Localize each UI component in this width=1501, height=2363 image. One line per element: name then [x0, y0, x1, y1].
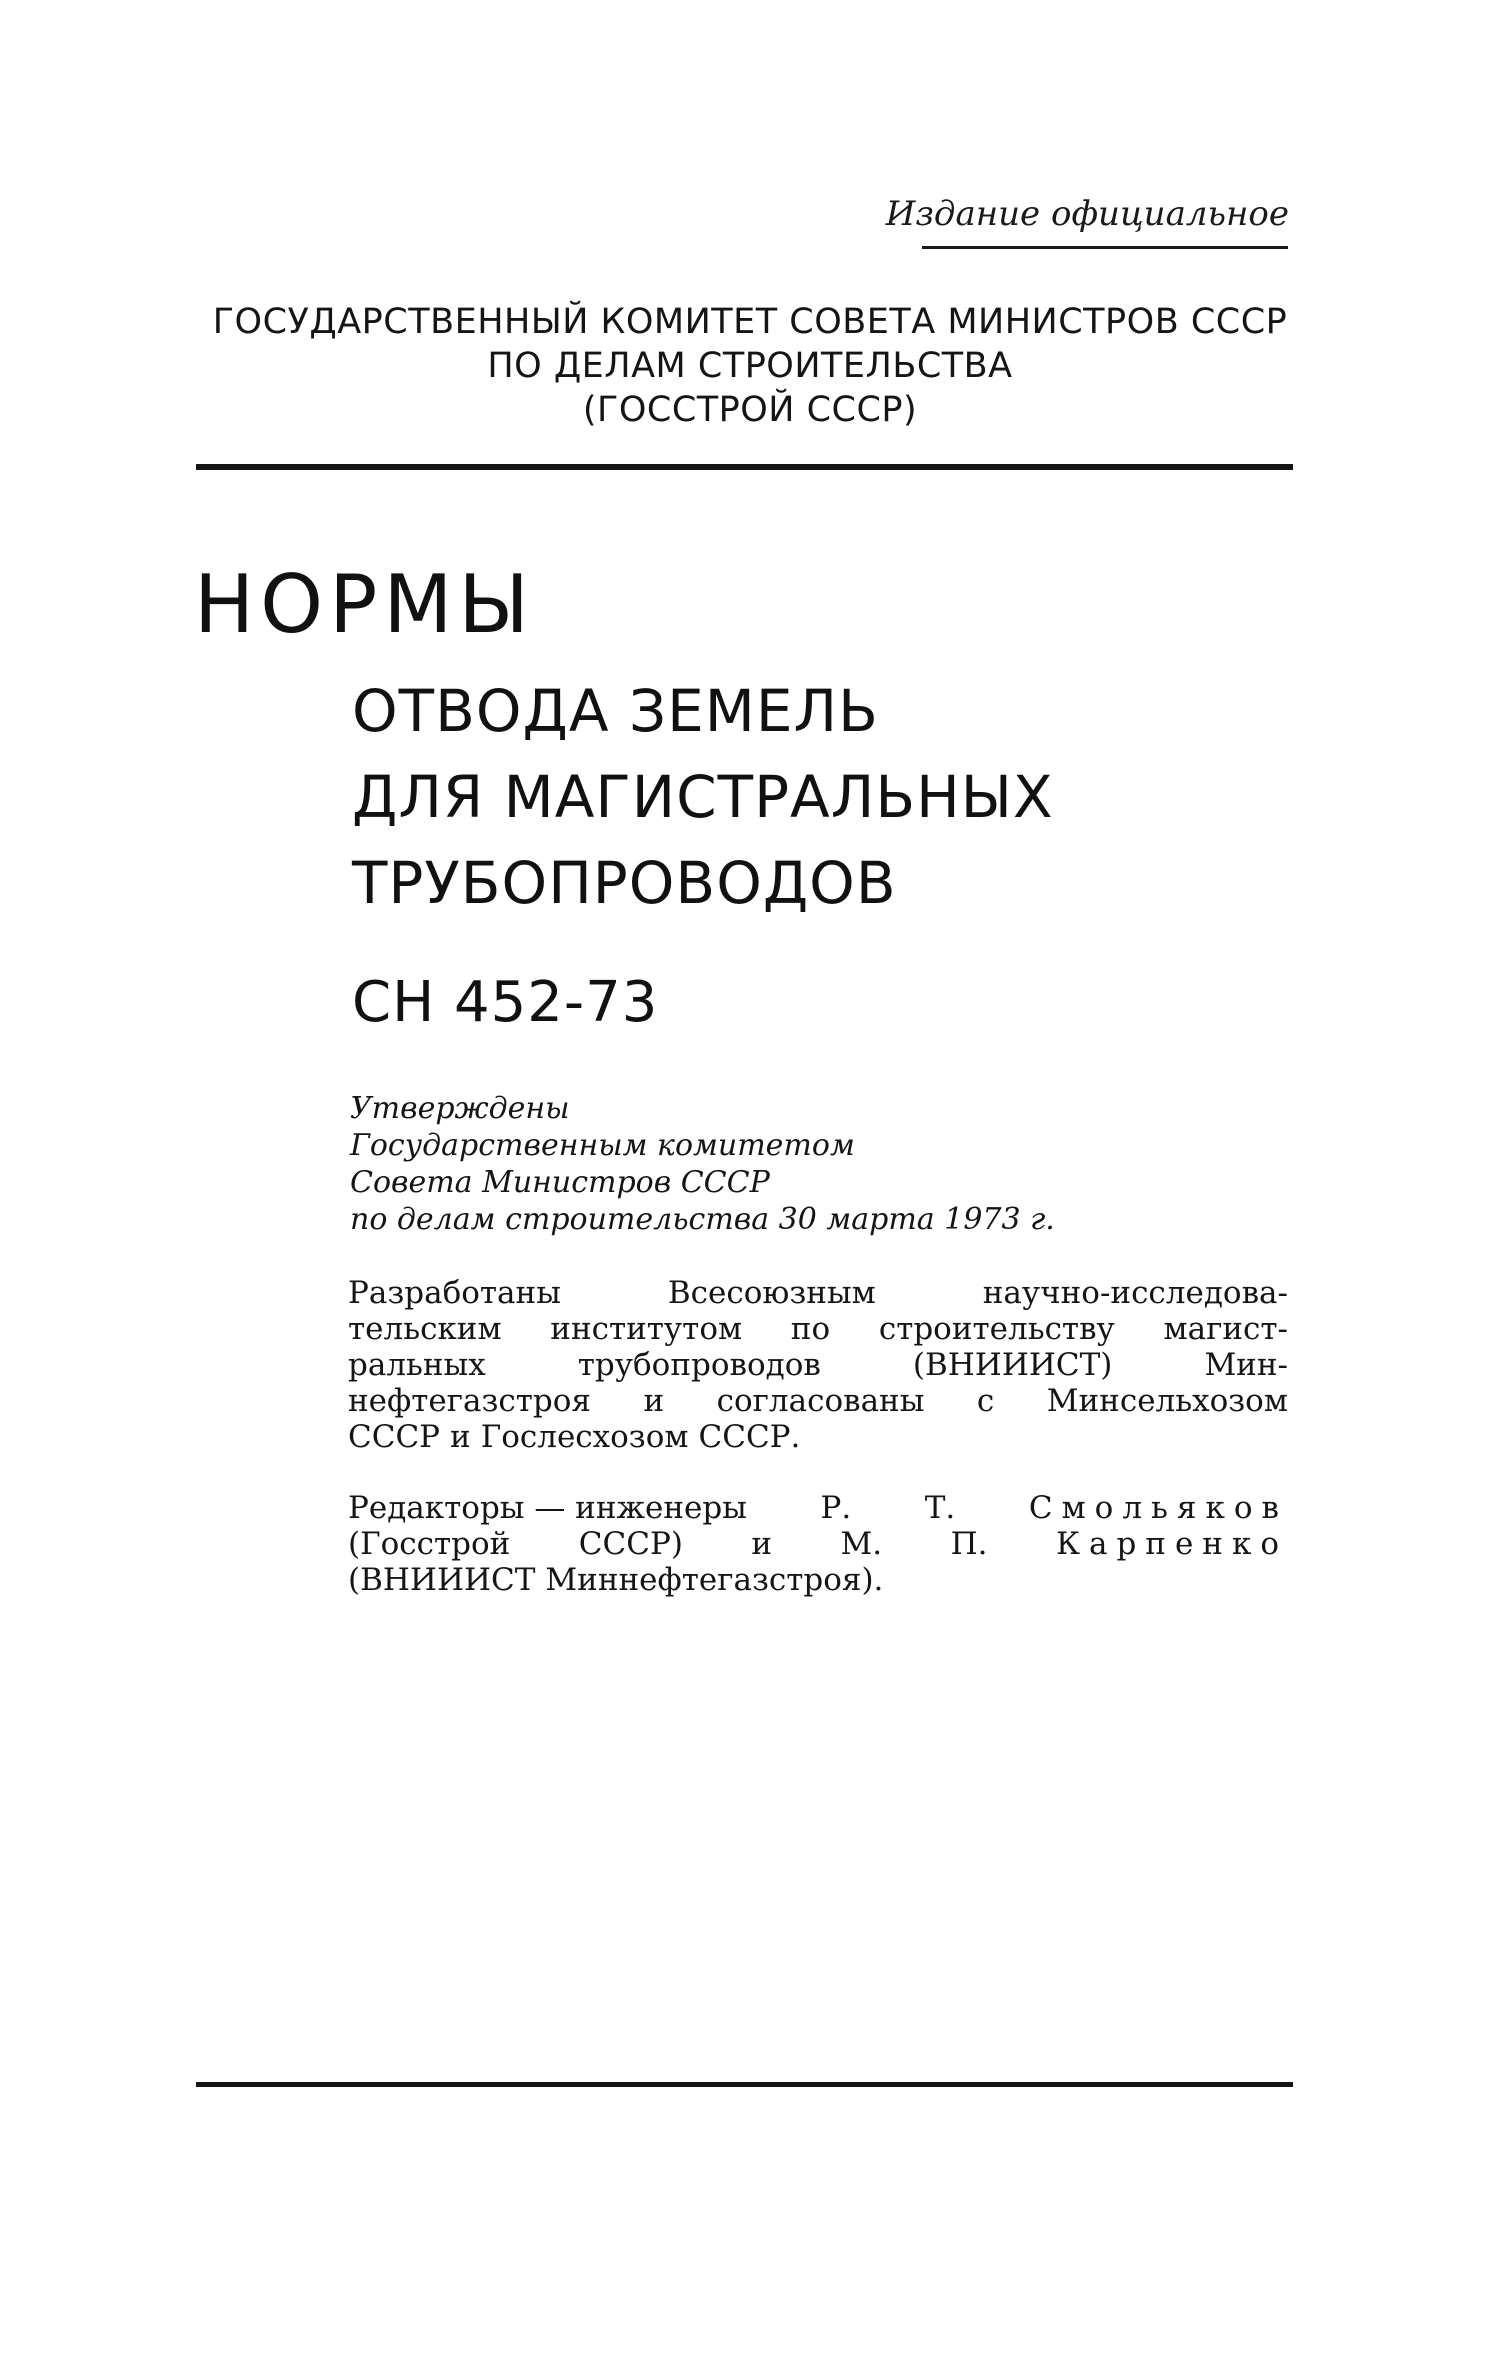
word: тельским	[348, 1311, 502, 1347]
word: Мин-	[1204, 1347, 1288, 1383]
edition-underline	[922, 246, 1288, 249]
word: СССР)	[578, 1526, 683, 1562]
editors-paragraph	[348, 1490, 1288, 1598]
word: (ВНИИИСТ)	[912, 1347, 1113, 1383]
approval-line: по делам строительства 30 марта 1973 г.	[350, 1202, 1055, 1237]
word: строительству	[878, 1311, 1115, 1347]
developed-by-paragraph	[348, 1275, 1288, 1455]
word: Гослесхозом	[480, 1419, 689, 1455]
subtitle-line: ОТВОДА ЗЕМЕЛЬ	[352, 677, 879, 745]
paragraph-line	[348, 1526, 1288, 1562]
word: Редакторы — инженеры	[348, 1490, 747, 1526]
subtitle-line: ДЛЯ МАГИСТРАЛЬНЫХ	[352, 763, 1054, 831]
paragraph-line	[348, 1562, 1288, 1598]
word: СССР.	[698, 1419, 801, 1455]
word: М.	[840, 1526, 883, 1562]
document-code: СН 452-73	[352, 970, 659, 1035]
word: Миннефтегазстроя).	[545, 1562, 884, 1598]
paragraph-line	[348, 1311, 1288, 1347]
paragraph-line	[348, 1419, 1288, 1455]
word: П.	[950, 1526, 988, 1562]
word: (ВНИИИСТ	[348, 1562, 536, 1598]
top-divider	[196, 464, 1293, 470]
approval-note	[350, 1090, 1055, 1238]
word: (Госстрой	[348, 1526, 511, 1562]
edition-label: Издание официальное	[885, 194, 1289, 234]
approval-line: Совета Министров СССР	[350, 1165, 770, 1200]
word: магист-	[1163, 1311, 1288, 1347]
word: Минсельхозом	[1046, 1383, 1288, 1419]
paragraph-line	[348, 1383, 1288, 1419]
word: и	[751, 1526, 773, 1562]
approval-line: Государственным комитетом	[350, 1128, 855, 1163]
word: научно-исследова-	[982, 1275, 1288, 1311]
paragraph-line	[348, 1275, 1288, 1311]
publisher-line: (ГОССТРОЙ СССР)	[582, 390, 918, 430]
word: Разработаны	[348, 1275, 561, 1311]
word: Р.	[820, 1490, 852, 1526]
word: по	[790, 1311, 831, 1347]
word: Всесоюзным	[667, 1275, 876, 1311]
word: трубопроводов	[577, 1347, 821, 1383]
subtitle-line: ТРУБОПРОВОДОВ	[352, 849, 897, 917]
editor-name: Смольяков	[1028, 1490, 1288, 1526]
word: и	[643, 1383, 665, 1419]
document-subtitle	[352, 668, 1054, 926]
publisher-block	[150, 300, 1350, 432]
word: СССР	[348, 1419, 441, 1455]
word: нефтегазстроя	[348, 1383, 591, 1419]
word: институтом	[550, 1311, 743, 1347]
publisher-line: ГОСУДАРСТВЕННЫЙ КОМИТЕТ СОВЕТА МИНИСТРОВ СССР	[212, 302, 1288, 342]
word: Т.	[924, 1490, 956, 1526]
word: ральных	[348, 1347, 486, 1383]
word: с	[976, 1383, 995, 1419]
word: и	[450, 1419, 471, 1455]
document-title: НОРМЫ	[194, 558, 535, 651]
publisher-line: ПО ДЕЛАМ СТРОИТЕЛЬСТВА	[487, 346, 1013, 386]
editor-name: Карпенко	[1055, 1526, 1288, 1562]
word: согласованы	[716, 1383, 925, 1419]
paragraph-line	[348, 1490, 1288, 1526]
paragraph-line	[348, 1347, 1288, 1383]
bottom-divider	[196, 2082, 1293, 2087]
approval-line: Утверждены	[350, 1091, 570, 1126]
